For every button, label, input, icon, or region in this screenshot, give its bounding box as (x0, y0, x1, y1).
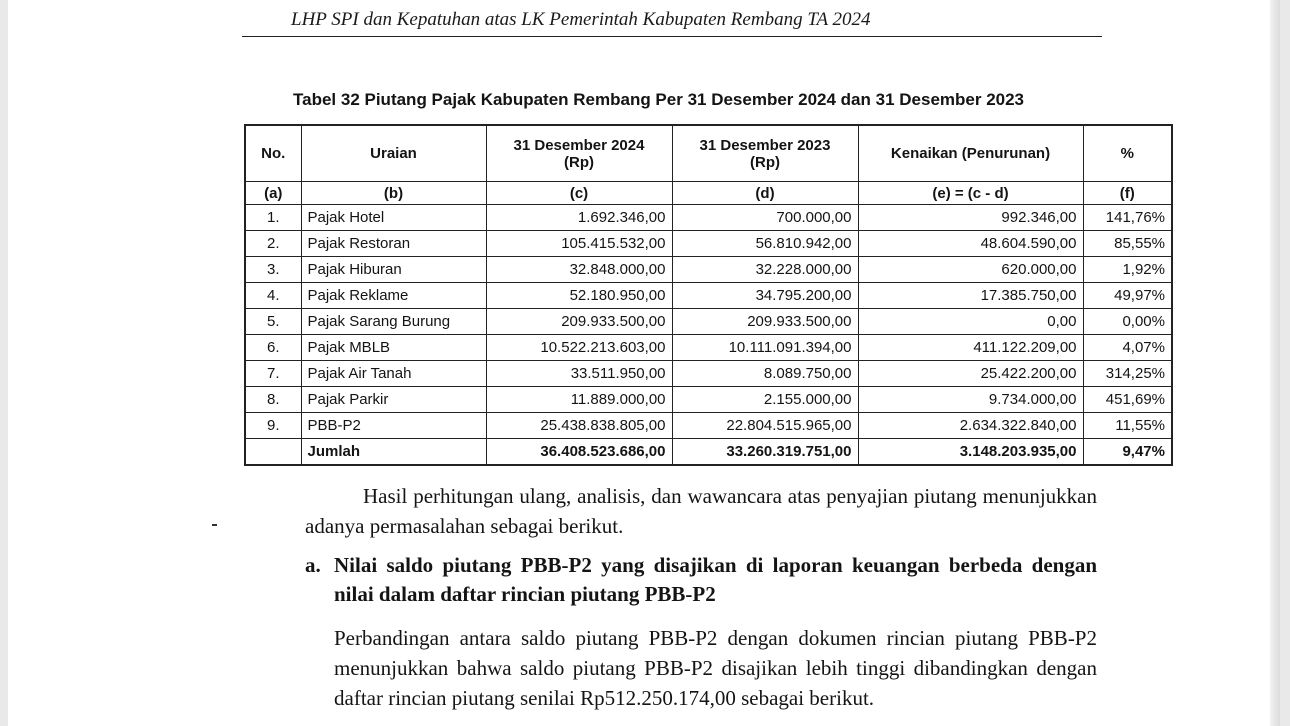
row-value-2024: 105.415.532,00 (486, 231, 672, 257)
table-row (245, 205, 1172, 231)
row-change: 9.734.000,00 (858, 387, 1083, 413)
row-value-2024: 32.848.000,00 (486, 257, 672, 283)
row-name: Pajak Air Tanah (301, 361, 486, 387)
row-number: 1. (245, 205, 301, 231)
total-label: Jumlah (301, 439, 486, 466)
col-header-percent: % (1083, 125, 1172, 182)
header-rule (242, 36, 1102, 37)
table-row (245, 309, 1172, 335)
table-row (245, 257, 1172, 283)
total-value-2024: 36.408.523.686,00 (486, 439, 672, 466)
table-row (245, 413, 1172, 439)
row-value-2023: 34.795.200,00 (672, 283, 858, 309)
table-caption: Tabel 32 Piutang Pajak Kabupaten Rembang Per 31 Desember 2024 dan 31 Desember 2023 (293, 90, 1025, 109)
row-number: 4. (245, 283, 301, 309)
row-value-2024: 11.889.000,00 (486, 387, 672, 413)
row-value-2024: 33.511.950,00 (486, 361, 672, 387)
row-number: 8. (245, 387, 301, 413)
col-header-2023: 31 Desember 2023 (Rp) (672, 125, 858, 182)
row-name: Pajak Sarang Burung (301, 309, 486, 335)
row-value-2024: 52.180.950,00 (486, 283, 672, 309)
row-value-2023: 10.111.091.394,00 (672, 335, 858, 361)
row-number: 9. (245, 413, 301, 439)
row-change: 411.122.209,00 (858, 335, 1083, 361)
row-value-2023: 22.804.515.965,00 (672, 413, 858, 439)
finding-item-a (305, 551, 1097, 609)
table-row (245, 231, 1172, 257)
total-change: 3.148.203.935,00 (858, 439, 1083, 466)
row-number: 3. (245, 257, 301, 283)
row-percent: 85,55% (1083, 231, 1172, 257)
row-percent: 0,00% (1083, 309, 1172, 335)
row-change: 0,00 (858, 309, 1083, 335)
scan-mark (212, 524, 217, 526)
row-number: 2. (245, 231, 301, 257)
row-value-2023: 32.228.000,00 (672, 257, 858, 283)
running-header: LHP SPI dan Kepatuhan atas LK Pemerintah Kabupaten Rembang TA 2024 (291, 9, 871, 30)
table-row (245, 387, 1172, 413)
row-percent: 141,76% (1083, 205, 1172, 231)
receivables-table (244, 124, 1173, 466)
col-header-no: No. (245, 125, 301, 182)
row-change: 620.000,00 (858, 257, 1083, 283)
letter-d: (d) (672, 182, 858, 205)
letter-c: (c) (486, 182, 672, 205)
page-edge-shadow (1270, 0, 1280, 726)
row-percent: 11,55% (1083, 413, 1172, 439)
row-name: Pajak Hotel (301, 205, 486, 231)
row-change: 17.385.750,00 (858, 283, 1083, 309)
table-row (245, 283, 1172, 309)
letter-b: (b) (301, 182, 486, 205)
col-header-uraian: Uraian (301, 125, 486, 182)
document-page (8, 0, 1280, 726)
row-name: Pajak Restoran (301, 231, 486, 257)
row-value-2024: 10.522.213.603,00 (486, 335, 672, 361)
total-value-2023: 33.260.319.751,00 (672, 439, 858, 466)
row-name: Pajak MBLB (301, 335, 486, 361)
row-percent: 451,69% (1083, 387, 1172, 413)
table-row (245, 361, 1172, 387)
row-number: 5. (245, 309, 301, 335)
letter-e: (e) = (c - d) (858, 182, 1083, 205)
row-change: 25.422.200,00 (858, 361, 1083, 387)
paragraph-findings-intro: Hasil perhitungan ulang, analisis, dan wawancara atas penyajian piutang menunjukkan adanya permasalahan sebagai berikut. (305, 484, 1097, 538)
paragraph-comparison: Perbandingan antara saldo piutang PBB-P2 dengan dokumen rincian piutang PBB-P2 menunjukkan bahwa saldo piutang PBB-P2 disajikan lebih tinggi dibandingkan dengan daftar rincian piutang senilai Rp512.250.174,00 sebagai berikut. (334, 626, 1097, 710)
row-name: Pajak Parkir (301, 387, 486, 413)
table-letter-row (245, 182, 1172, 205)
row-value-2023: 209.933.500,00 (672, 309, 858, 335)
table-header-row (245, 125, 1172, 182)
row-value-2024: 25.438.838.805,00 (486, 413, 672, 439)
item-letter: a. (305, 553, 321, 577)
row-name: Pajak Hiburan (301, 257, 486, 283)
col-header-change: Kenaikan (Penurunan) (858, 125, 1083, 182)
total-percent: 9,47% (1083, 439, 1172, 466)
row-percent: 314,25% (1083, 361, 1172, 387)
row-number: 6. (245, 335, 301, 361)
row-name: Pajak Reklame (301, 283, 486, 309)
row-percent: 4,07% (1083, 335, 1172, 361)
row-name: PBB-P2 (301, 413, 486, 439)
row-change: 992.346,00 (858, 205, 1083, 231)
row-change: 2.634.322.840,00 (858, 413, 1083, 439)
row-value-2023: 2.155.000,00 (672, 387, 858, 413)
row-value-2023: 56.810.942,00 (672, 231, 858, 257)
row-value-2024: 1.692.346,00 (486, 205, 672, 231)
table-row (245, 335, 1172, 361)
row-percent: 1,92% (1083, 257, 1172, 283)
table-total-row (245, 439, 1172, 466)
total-number (245, 439, 301, 466)
letter-a: (a) (245, 182, 301, 205)
row-value-2023: 700.000,00 (672, 205, 858, 231)
row-value-2024: 209.933.500,00 (486, 309, 672, 335)
row-percent: 49,97% (1083, 283, 1172, 309)
item-heading: Nilai saldo piutang PBB-P2 yang disajikan di laporan keuangan berbeda dengan nilai dalam daftar rincian piutang PBB-P2 (334, 553, 1097, 606)
col-header-2024: 31 Desember 2024 (Rp) (486, 125, 672, 182)
row-value-2023: 8.089.750,00 (672, 361, 858, 387)
row-number: 7. (245, 361, 301, 387)
letter-f: (f) (1083, 182, 1172, 205)
row-change: 48.604.590,00 (858, 231, 1083, 257)
